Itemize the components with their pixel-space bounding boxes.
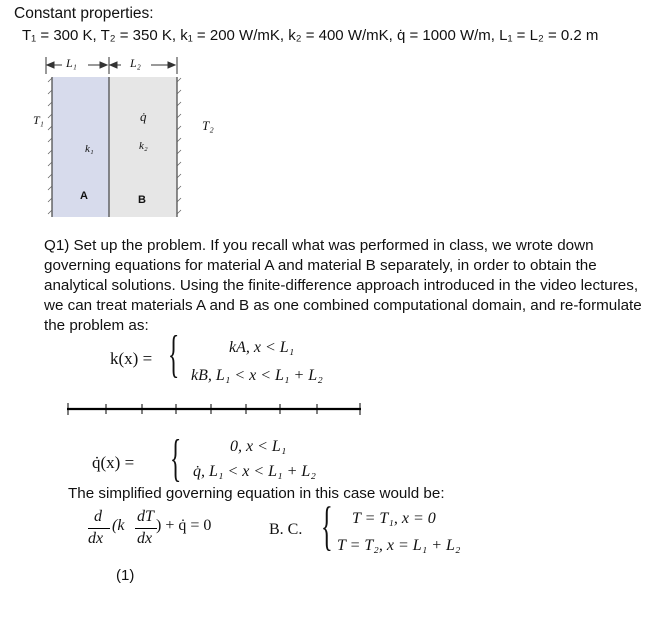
bc-1: T = T₁, x = 0 (352, 510, 436, 527)
k1-label: k₁ (85, 143, 94, 155)
slab-diagram-svg (30, 50, 230, 220)
ode-dT-numerator: dT (137, 508, 154, 525)
bc-label: B. C. (269, 521, 303, 538)
region-b-label: B (138, 194, 146, 206)
t2-label: T₂ (202, 118, 214, 133)
q-case-1: 0, x < L₁ (230, 438, 287, 455)
q-brace: { (170, 430, 182, 487)
region-a-label: A (80, 190, 88, 202)
q-case-2: q̇, L₁ < x < L₁ + L₂ (193, 463, 316, 480)
question-line: the problem as: (44, 317, 149, 334)
t1-label: T₁ (33, 113, 44, 127)
question-line: governing equations for material A and material B separately, in order to obtain the (44, 257, 597, 274)
ode-d-numerator: d (94, 508, 102, 525)
dim-label-l1: L₁ (66, 56, 77, 70)
bc-2: T = T₂, x = L₁ + L₂ (337, 537, 461, 554)
k2-label: k₂ (139, 140, 148, 152)
ode-k-open: (k (112, 517, 125, 534)
equation-number: (1) (116, 567, 135, 584)
bc-brace: { (321, 496, 333, 556)
grid-line (64, 402, 364, 416)
dim-label-l2: L₂ (130, 56, 141, 70)
ode-rest: ) + q̇ = 0 (156, 517, 212, 534)
ode-fraction-bar-2 (135, 528, 157, 529)
k-brace: { (168, 326, 180, 383)
constant-properties-values: T₁ = 300 K, T₂ = 350 K, k₁ = 200 W/mK, k₂ = 400 W/mK, q̇ = 1000 W/m, L₁ = L₂ = 0.2 m (22, 27, 599, 44)
ode-dx-denominator: dx (88, 530, 104, 547)
k-case-2: kB, L₁ < x < L₁ + L₂ (191, 367, 323, 384)
simplified-equation-text: The simplified governing equation in this case would be: (68, 485, 445, 502)
constant-properties-title: Constant properties: (14, 5, 154, 22)
question-line: we can treat materials A and B as one combined computational domain, and re-formulate (44, 297, 642, 314)
question-line: Q1) Set up the problem. If you recall what was performed in class, we wrote down (44, 237, 594, 254)
slab-diagram (30, 50, 230, 220)
qdot-label: q̇ (140, 109, 147, 124)
q-function-lhs: q̇(x) = (92, 453, 135, 472)
k-function-lhs: k(x) = (110, 349, 153, 368)
k-case-1: kA, x < L₁ (229, 339, 295, 356)
question-paragraph (44, 236, 644, 336)
ode-fraction-bar-1 (88, 528, 110, 529)
question-line: analytical solutions. Using the finite-difference approach introduced in the video lectures, (44, 277, 639, 294)
ode-dx2-denominator: dx (137, 530, 153, 547)
